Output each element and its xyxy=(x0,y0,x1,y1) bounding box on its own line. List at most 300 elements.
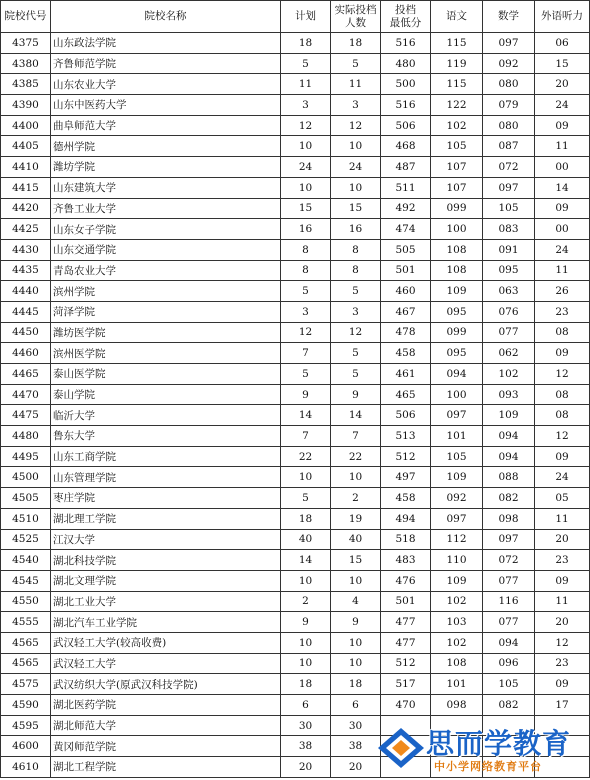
cell-min-score: 512 xyxy=(381,446,431,467)
cell-code: 4595 xyxy=(1,715,51,736)
cell-math xyxy=(483,757,535,778)
cell-math: 096 xyxy=(483,653,535,674)
cell-plan: 10 xyxy=(281,136,331,157)
cell-min-score: 494 xyxy=(381,508,431,529)
cell-math: 109 xyxy=(483,405,535,426)
cell-actual: 6 xyxy=(331,695,381,716)
cell-name: 青岛农业大学 xyxy=(51,260,281,281)
cell-listening xyxy=(535,736,590,757)
cell-actual: 18 xyxy=(331,33,381,54)
cell-code: 4390 xyxy=(1,95,51,116)
cell-name: 潍坊医学院 xyxy=(51,322,281,343)
cell-actual: 3 xyxy=(331,301,381,322)
cell-listening: 09 xyxy=(535,198,590,219)
cell-chinese: 092 xyxy=(431,488,483,509)
cell-chinese: 095 xyxy=(431,343,483,364)
cell-min-score xyxy=(381,757,431,778)
cell-min-score: 516 xyxy=(381,33,431,54)
cell-plan: 5 xyxy=(281,364,331,385)
cell-actual: 5 xyxy=(331,343,381,364)
cell-chinese xyxy=(431,736,483,757)
watermark-tagline: 中小学网络教育平台 xyxy=(434,760,542,773)
table-row xyxy=(1,488,590,509)
header-listening: 外语听力 xyxy=(535,1,590,33)
cell-code: 4440 xyxy=(1,281,51,302)
table-row xyxy=(1,260,590,281)
cell-name: 山东建筑大学 xyxy=(51,177,281,198)
cell-actual: 10 xyxy=(331,467,381,488)
cell-chinese: 098 xyxy=(431,695,483,716)
cell-actual: 10 xyxy=(331,136,381,157)
cell-listening: 23 xyxy=(535,653,590,674)
cell-min-score: 478 xyxy=(381,322,431,343)
cell-code: 4610 xyxy=(1,757,51,778)
table-row xyxy=(1,115,590,136)
cell-math: 105 xyxy=(483,198,535,219)
cell-code: 4555 xyxy=(1,612,51,633)
cell-chinese: 099 xyxy=(431,198,483,219)
cell-min-score: 516 xyxy=(381,95,431,116)
cell-name: 湖北医药学院 xyxy=(51,695,281,716)
cell-code: 4375 xyxy=(1,33,51,54)
cell-plan: 10 xyxy=(281,177,331,198)
cell-plan: 10 xyxy=(281,570,331,591)
cell-code: 4550 xyxy=(1,591,51,612)
cell-math: 077 xyxy=(483,612,535,633)
table-row xyxy=(1,74,590,95)
cell-listening: 08 xyxy=(535,322,590,343)
cell-chinese: 110 xyxy=(431,550,483,571)
cell-min-score: 477 xyxy=(381,612,431,633)
watermark-brand: 思而学教育 xyxy=(426,727,572,760)
cell-actual: 8 xyxy=(331,260,381,281)
cell-min-score: 501 xyxy=(381,591,431,612)
cell-chinese: 108 xyxy=(431,260,483,281)
cell-name: 黄冈师范学院 xyxy=(51,736,281,757)
cell-min-score: 460 xyxy=(381,281,431,302)
cell-math: 080 xyxy=(483,115,535,136)
cell-name: 山东工商学院 xyxy=(51,446,281,467)
cell-chinese: 107 xyxy=(431,157,483,178)
cell-plan: 2 xyxy=(281,591,331,612)
cell-plan: 5 xyxy=(281,488,331,509)
table-row xyxy=(1,384,590,405)
cell-chinese: 101 xyxy=(431,426,483,447)
cell-plan: 38 xyxy=(281,736,331,757)
cell-min-score: 511 xyxy=(381,177,431,198)
table-row xyxy=(1,757,590,778)
cell-actual: 5 xyxy=(331,281,381,302)
cell-chinese: 115 xyxy=(431,74,483,95)
cell-math: 094 xyxy=(483,632,535,653)
cell-math: 098 xyxy=(483,508,535,529)
cell-chinese: 109 xyxy=(431,467,483,488)
cell-code: 4385 xyxy=(1,74,51,95)
cell-listening: 20 xyxy=(535,529,590,550)
cell-plan: 7 xyxy=(281,426,331,447)
cell-plan: 5 xyxy=(281,281,331,302)
cell-listening: 11 xyxy=(535,136,590,157)
cell-actual: 38 xyxy=(331,736,381,757)
cell-math: 097 xyxy=(483,33,535,54)
cell-listening: 05 xyxy=(535,488,590,509)
cell-actual: 3 xyxy=(331,95,381,116)
cell-actual: 9 xyxy=(331,384,381,405)
cell-name: 湖北汽车工业学院 xyxy=(51,612,281,633)
cell-name: 泰山医学院 xyxy=(51,364,281,385)
cell-plan: 30 xyxy=(281,715,331,736)
cell-code: 4380 xyxy=(1,53,51,74)
header-math: 数学 xyxy=(483,1,535,33)
table-row xyxy=(1,736,590,757)
cell-plan: 3 xyxy=(281,95,331,116)
cell-actual: 15 xyxy=(331,550,381,571)
cell-listening: 09 xyxy=(535,674,590,695)
cell-code: 4575 xyxy=(1,674,51,695)
cell-name: 德州学院 xyxy=(51,136,281,157)
cell-code: 4510 xyxy=(1,508,51,529)
cell-min-score: 513 xyxy=(381,426,431,447)
cell-min-score: 517 xyxy=(381,674,431,695)
cell-code: 4475 xyxy=(1,405,51,426)
cell-min-score: 506 xyxy=(381,115,431,136)
cell-actual: 15 xyxy=(331,198,381,219)
header-min-score xyxy=(381,1,431,33)
cell-name: 菏泽学院 xyxy=(51,301,281,322)
table-row xyxy=(1,95,590,116)
cell-math: 088 xyxy=(483,467,535,488)
cell-name: 临沂大学 xyxy=(51,405,281,426)
table-row xyxy=(1,364,590,385)
cell-plan: 12 xyxy=(281,115,331,136)
cell-math: 097 xyxy=(483,529,535,550)
cell-min-score: 474 xyxy=(381,219,431,240)
table-body xyxy=(1,33,590,778)
cell-listening: 17 xyxy=(535,695,590,716)
cell-name: 滨州学院 xyxy=(51,281,281,302)
table-row xyxy=(1,239,590,260)
cell-chinese: 103 xyxy=(431,612,483,633)
table-row xyxy=(1,281,590,302)
table-row xyxy=(1,467,590,488)
cell-actual: 10 xyxy=(331,177,381,198)
cell-actual: 19 xyxy=(331,508,381,529)
cell-name: 湖北师范大学 xyxy=(51,715,281,736)
cell-chinese: 119 xyxy=(431,53,483,74)
table-row xyxy=(1,632,590,653)
cell-min-score: 497 xyxy=(381,467,431,488)
cell-code: 4465 xyxy=(1,364,51,385)
cell-name: 江汉大学 xyxy=(51,529,281,550)
table-row xyxy=(1,136,590,157)
cell-math xyxy=(483,715,535,736)
cell-plan: 18 xyxy=(281,33,331,54)
cell-math: 077 xyxy=(483,322,535,343)
cell-listening: 12 xyxy=(535,632,590,653)
table-row xyxy=(1,219,590,240)
cell-listening xyxy=(535,757,590,778)
cell-chinese: 115 xyxy=(431,33,483,54)
table-row xyxy=(1,322,590,343)
cell-code: 4565 xyxy=(1,653,51,674)
cell-math: 079 xyxy=(483,95,535,116)
cell-name: 武汉轻工大学(较高收费) xyxy=(51,632,281,653)
cell-min-score: 487 xyxy=(381,157,431,178)
table-row xyxy=(1,591,590,612)
cell-min-score: 468 xyxy=(381,136,431,157)
cell-code: 4460 xyxy=(1,343,51,364)
cell-actual: 8 xyxy=(331,239,381,260)
cell-min-score: 492 xyxy=(381,198,431,219)
cell-code: 4565 xyxy=(1,632,51,653)
cell-code: 4505 xyxy=(1,488,51,509)
cell-code: 4525 xyxy=(1,529,51,550)
cell-min-score: 501 xyxy=(381,260,431,281)
cell-chinese: 112 xyxy=(431,529,483,550)
cell-plan: 16 xyxy=(281,219,331,240)
cell-plan: 14 xyxy=(281,405,331,426)
cell-plan: 10 xyxy=(281,467,331,488)
cell-code: 4480 xyxy=(1,426,51,447)
table-row xyxy=(1,53,590,74)
cell-chinese: 102 xyxy=(431,632,483,653)
cell-min-score: 467 xyxy=(381,301,431,322)
cell-min-score: 465 xyxy=(381,384,431,405)
cell-name: 山东政法学院 xyxy=(51,33,281,54)
cell-plan: 7 xyxy=(281,343,331,364)
cell-min-score: 480 xyxy=(381,53,431,74)
cell-min-score: 458 xyxy=(381,488,431,509)
cell-code: 4445 xyxy=(1,301,51,322)
cell-min-score: 470 xyxy=(381,695,431,716)
cell-actual: 14 xyxy=(331,405,381,426)
cell-chinese: 109 xyxy=(431,281,483,302)
cell-min-score: 461 xyxy=(381,364,431,385)
cell-chinese: 102 xyxy=(431,115,483,136)
cell-chinese: 105 xyxy=(431,446,483,467)
header-row xyxy=(1,1,590,33)
cell-chinese: 100 xyxy=(431,384,483,405)
cell-min-score: 512 xyxy=(381,653,431,674)
cell-actual: 40 xyxy=(331,529,381,550)
table-row xyxy=(1,343,590,364)
cell-name: 武汉轻工大学 xyxy=(51,653,281,674)
cell-math: 082 xyxy=(483,488,535,509)
cell-plan: 18 xyxy=(281,674,331,695)
cell-listening: 20 xyxy=(535,74,590,95)
cell-math: 094 xyxy=(483,446,535,467)
table-row xyxy=(1,198,590,219)
cell-code: 4600 xyxy=(1,736,51,757)
cell-code: 4415 xyxy=(1,177,51,198)
cell-code: 4545 xyxy=(1,570,51,591)
table-row xyxy=(1,405,590,426)
cell-math: 095 xyxy=(483,260,535,281)
cell-min-score xyxy=(381,736,431,757)
cell-chinese: 097 xyxy=(431,405,483,426)
cell-chinese: 094 xyxy=(431,364,483,385)
cell-math: 083 xyxy=(483,219,535,240)
cell-name: 湖北文理学院 xyxy=(51,570,281,591)
cell-listening: 09 xyxy=(535,343,590,364)
table-row xyxy=(1,695,590,716)
table-row xyxy=(1,612,590,633)
cell-actual: 30 xyxy=(331,715,381,736)
cell-listening: 15 xyxy=(535,53,590,74)
table-row xyxy=(1,426,590,447)
cell-math: 076 xyxy=(483,301,535,322)
cell-min-score: 506 xyxy=(381,405,431,426)
cell-min-score: 458 xyxy=(381,343,431,364)
cell-math: 102 xyxy=(483,364,535,385)
cell-name: 湖北理工学院 xyxy=(51,508,281,529)
cell-chinese: 101 xyxy=(431,674,483,695)
cell-name: 山东管理学院 xyxy=(51,467,281,488)
cell-plan: 15 xyxy=(281,198,331,219)
header-chinese: 语文 xyxy=(431,1,483,33)
cell-listening: 09 xyxy=(535,446,590,467)
cell-name: 齐鲁工业大学 xyxy=(51,198,281,219)
cell-chinese: 109 xyxy=(431,570,483,591)
cell-listening: 11 xyxy=(535,591,590,612)
cell-listening: 14 xyxy=(535,177,590,198)
cell-actual: 2 xyxy=(331,488,381,509)
cell-chinese: 107 xyxy=(431,177,483,198)
cell-name: 齐鲁师范学院 xyxy=(51,53,281,74)
cell-math: 105 xyxy=(483,674,535,695)
cell-listening: 11 xyxy=(535,508,590,529)
cell-plan: 8 xyxy=(281,260,331,281)
cell-plan: 5 xyxy=(281,53,331,74)
header-actual-line1: 实际投档 xyxy=(334,3,377,16)
cell-math: 077 xyxy=(483,570,535,591)
cell-actual: 22 xyxy=(331,446,381,467)
header-min-line2: 最低分 xyxy=(389,16,422,29)
cell-min-score: 518 xyxy=(381,529,431,550)
cell-listening: 09 xyxy=(535,115,590,136)
header-code: 院校代号 xyxy=(1,1,51,33)
cell-name: 湖北科技学院 xyxy=(51,550,281,571)
cell-math: 063 xyxy=(483,281,535,302)
cell-plan: 6 xyxy=(281,695,331,716)
table-row xyxy=(1,157,590,178)
table-row xyxy=(1,550,590,571)
cell-plan: 40 xyxy=(281,529,331,550)
cell-listening: 06 xyxy=(535,33,590,54)
cell-min-score: 476 xyxy=(381,570,431,591)
cell-actual: 18 xyxy=(331,674,381,695)
cell-listening: 23 xyxy=(535,550,590,571)
cell-min-score xyxy=(381,715,431,736)
cell-plan: 10 xyxy=(281,653,331,674)
cell-actual: 20 xyxy=(331,757,381,778)
cell-actual: 10 xyxy=(331,632,381,653)
cell-code: 4450 xyxy=(1,322,51,343)
cell-listening: 26 xyxy=(535,281,590,302)
table-row xyxy=(1,33,590,54)
cell-listening: 24 xyxy=(535,467,590,488)
cell-name: 滨州医学院 xyxy=(51,343,281,364)
cell-name: 枣庄学院 xyxy=(51,488,281,509)
cell-listening: 00 xyxy=(535,157,590,178)
cell-name: 潍坊学院 xyxy=(51,157,281,178)
table-row xyxy=(1,715,590,736)
table-row xyxy=(1,177,590,198)
cell-code: 4470 xyxy=(1,384,51,405)
cell-name: 山东中医药大学 xyxy=(51,95,281,116)
cell-min-score: 483 xyxy=(381,550,431,571)
cell-listening: 11 xyxy=(535,260,590,281)
table-row xyxy=(1,570,590,591)
cell-code: 4590 xyxy=(1,695,51,716)
cell-listening xyxy=(535,715,590,736)
cell-listening: 23 xyxy=(535,301,590,322)
cell-chinese: 108 xyxy=(431,653,483,674)
table-row xyxy=(1,301,590,322)
table-row xyxy=(1,674,590,695)
cell-code: 4435 xyxy=(1,260,51,281)
table-row xyxy=(1,529,590,550)
cell-math: 082 xyxy=(483,695,535,716)
cell-name: 曲阜师范大学 xyxy=(51,115,281,136)
cell-chinese: 108 xyxy=(431,239,483,260)
header-name: 院校名称 xyxy=(51,1,281,33)
cell-chinese: 102 xyxy=(431,591,483,612)
cell-actual: 9 xyxy=(331,612,381,633)
cell-listening: 12 xyxy=(535,364,590,385)
cell-plan: 11 xyxy=(281,74,331,95)
cell-code: 4400 xyxy=(1,115,51,136)
cell-plan: 12 xyxy=(281,322,331,343)
cell-min-score: 505 xyxy=(381,239,431,260)
cell-chinese xyxy=(431,715,483,736)
cell-plan: 24 xyxy=(281,157,331,178)
cell-actual: 16 xyxy=(331,219,381,240)
cell-name: 泰山学院 xyxy=(51,384,281,405)
cell-actual: 10 xyxy=(331,653,381,674)
cell-code: 4420 xyxy=(1,198,51,219)
cell-actual: 7 xyxy=(331,426,381,447)
cell-code: 4430 xyxy=(1,239,51,260)
cell-chinese: 122 xyxy=(431,95,483,116)
header-actual-line2: 人数 xyxy=(345,16,366,29)
cell-chinese: 100 xyxy=(431,219,483,240)
cell-chinese: 105 xyxy=(431,136,483,157)
table-row xyxy=(1,446,590,467)
cell-name: 湖北工业大学 xyxy=(51,591,281,612)
cell-listening: 00 xyxy=(535,219,590,240)
cell-actual: 12 xyxy=(331,115,381,136)
cell-name: 山东交通学院 xyxy=(51,239,281,260)
table-row xyxy=(1,508,590,529)
cell-actual: 24 xyxy=(331,157,381,178)
cell-math: 094 xyxy=(483,426,535,447)
cell-name: 山东农业大学 xyxy=(51,74,281,95)
cell-math: 080 xyxy=(483,74,535,95)
cell-plan: 20 xyxy=(281,757,331,778)
cell-listening: 08 xyxy=(535,384,590,405)
cell-actual: 5 xyxy=(331,364,381,385)
cell-code: 4500 xyxy=(1,467,51,488)
cell-plan: 18 xyxy=(281,508,331,529)
cell-name: 湖北工程学院 xyxy=(51,757,281,778)
cell-actual: 10 xyxy=(331,570,381,591)
cell-min-score: 477 xyxy=(381,632,431,653)
cell-chinese xyxy=(431,757,483,778)
cell-plan: 14 xyxy=(281,550,331,571)
cell-math: 092 xyxy=(483,53,535,74)
cell-math: 072 xyxy=(483,157,535,178)
